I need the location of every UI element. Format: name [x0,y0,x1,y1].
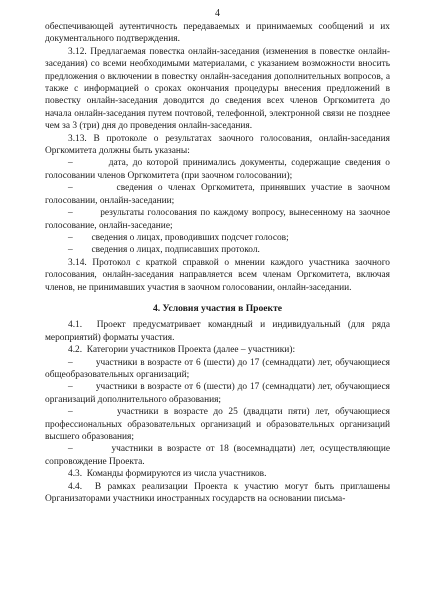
list-item: – сведения о лицах, подписавших протокол. [68,245,260,256]
section-4-text [45,319,390,505]
section-3-text [45,21,390,294]
list-item: – участники в возрасте от 6 (шести) до 17 (семнадцати) лет, обучающиеся общеобразовательных организаций; [45,357,390,380]
paragraph-4-4: 4.4. В рамках реализации Проекта к участию могут быть приглашены Организаторами участники иностранных государств на основании письма- [45,481,390,505]
list-item: – результаты голосования по каждому вопросу, вынесенному на заочное голосование, онлайн-заседание; [45,208,390,231]
paragraph: обеспечивающей аутентичность передаваемых и принимаемых сообщений и их документального подтверждения. [45,22,390,45]
list-item: – дата, до которой принимались документы, содержащие сведения о голосовании членов Оргкомитета (при заочном голосовании); [45,158,390,181]
section-heading: 4. Условия участия в Проекте [152,302,283,314]
paragraph-4-2: 4.2. Категории участников Проекта (далее – участники): [68,345,296,356]
paragraph-4-3: 4.3. Команды формируются из числа участников. [68,469,267,480]
list-item: – участники в возрасте от 6 (шести) до 17 (семнадцати) лет, обучающиеся организаций дополнительного образования; [45,382,390,405]
paragraph-3-13: 3.13. В протоколе о результатах заочного голосования, онлайн-заседания Оргкомитета должны быть указаны: [45,133,390,157]
list-item: – сведения о лицах, проводивших подсчет голосов; [68,232,289,243]
page-number: 4 [215,8,220,19]
list-item: – участники в возрасте от 18 (восемнадцати) лет, осуществляющие сопровождение Проекта. [45,444,390,467]
list-item: – сведения о членах Оргкомитета, принявших участие в заочном голосовании, онлайн-заседании; [45,183,390,206]
list-item: – участники в возрасте до 25 (двадцати пяти) лет, обучающиеся профессиональных образовательных организаций и образовательных организаций высшего образования; [45,407,390,442]
paragraph-3-12: 3.12. Предлагаемая повестка онлайн-заседания (изменения в повестке онлайн-заседания) со всеми необходимыми материалами, с указанием возможности вносить предложения о включении в повестку онлайн-заседания дополнительных вопросов, а также с информацией о сроках окончания процедуры внесения предложений в повестку онлайн-заседания доводится до сведения всех членов Оргкомитета до начала онлайн-заседания путем почтовой, телефонной, электронной связи не позднее чем за 3 (три) дня до проведения онлайн-заседания. [45,46,390,132]
paragraph-4-1: 4.1. Проект предусматривает командный и индивидуальный (для ряда мероприятий) форматы участия. [45,320,390,343]
paragraph-3-14: 3.14. Протокол с краткой справкой о мнении каждого участника заочного голосования, онлайн-заседания направляется всем членам Оргкомитета, включая членов, не принимавших участия в заочном голосовании, онлайн-заседании. [45,257,390,293]
